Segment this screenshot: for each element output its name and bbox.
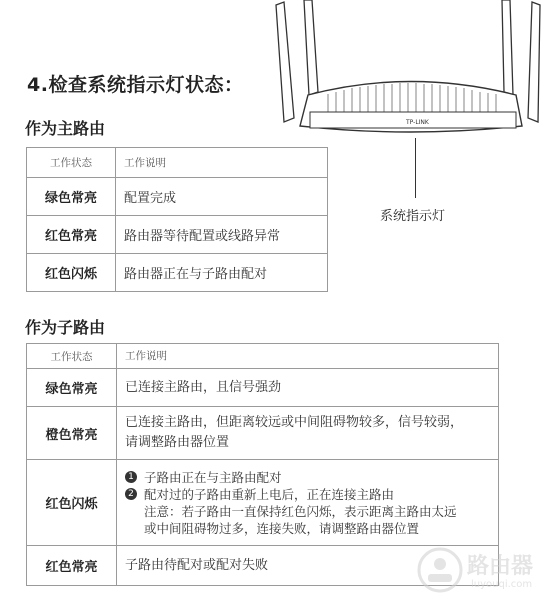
status-cell: 红色常亮	[27, 546, 117, 586]
step-number-badge: 2	[125, 488, 137, 500]
main-router-table	[26, 147, 328, 292]
table-header-row	[27, 148, 328, 178]
status-cell: 绿色常亮	[27, 369, 117, 407]
description-cell: 已连接主路由，且信号强劲	[117, 369, 499, 407]
main-router-heading: 作为主路由	[25, 119, 106, 138]
list-item	[125, 486, 498, 503]
header-description: 工作说明	[116, 148, 328, 178]
description-line: 请调整路由器位置	[125, 435, 230, 450]
table-row	[27, 460, 499, 546]
table-row	[27, 216, 328, 254]
description-cell: 路由器正在与子路由配对	[116, 254, 328, 292]
step-text: 子路由正在与主路由配对	[144, 469, 282, 485]
table-row	[27, 369, 499, 407]
system-indicator-label: 系统指示灯	[380, 209, 446, 224]
header-status: 工作状态	[27, 148, 116, 178]
table-row	[27, 407, 499, 460]
description-line: 已连接主路由，但距离较远或中间阻碍物较多，信号较弱，	[125, 415, 464, 430]
watermark	[415, 545, 552, 595]
antenna-left-inner	[304, 0, 318, 95]
header-status: 工作状态	[27, 344, 117, 369]
status-cell: 橙色常亮	[27, 407, 117, 460]
router-illustration	[270, 0, 552, 140]
description-cell	[117, 407, 499, 460]
antenna-left-outer	[276, 2, 294, 122]
step-list	[125, 469, 498, 537]
watermark-name: 路由器	[467, 554, 534, 579]
table-row	[27, 178, 328, 216]
watermark-url: luyouqi.com	[471, 579, 533, 590]
list-item	[125, 469, 498, 486]
description-cell: 配置完成	[116, 178, 328, 216]
status-cell: 红色闪烁	[27, 254, 116, 292]
note-line: 或中间阻碍物过多，连接失败，请调整路由器位置	[144, 520, 420, 536]
antenna-right-outer	[528, 2, 540, 122]
sub-router-heading: 作为子路由	[25, 318, 106, 337]
watermark-logo-icon	[417, 547, 463, 593]
step-number-badge: 1	[125, 471, 137, 483]
brand-logo: TP-LINK	[406, 119, 429, 126]
description-cell: 子路由待配对或配对失败	[117, 546, 499, 586]
table-header-row	[27, 344, 499, 369]
status-cell: 红色闪烁	[27, 460, 117, 546]
description-cell: 路由器等待配置或线路异常	[116, 216, 328, 254]
header-description: 工作说明	[117, 344, 499, 369]
step-text: 配对过的子路由重新上电后，正在连接主路由	[144, 486, 395, 502]
description-cell	[117, 460, 499, 546]
indicator-pointer-line	[415, 138, 416, 198]
section-title: 4.检查系统指示灯状态：	[27, 74, 244, 96]
table-row	[27, 254, 328, 292]
status-cell: 绿色常亮	[27, 178, 116, 216]
status-cell: 红色常亮	[27, 216, 116, 254]
antenna-right-inner	[502, 0, 513, 95]
note-line: 注意：若子路由一直保持红色闪烁，表示距离主路由太远	[144, 503, 457, 519]
